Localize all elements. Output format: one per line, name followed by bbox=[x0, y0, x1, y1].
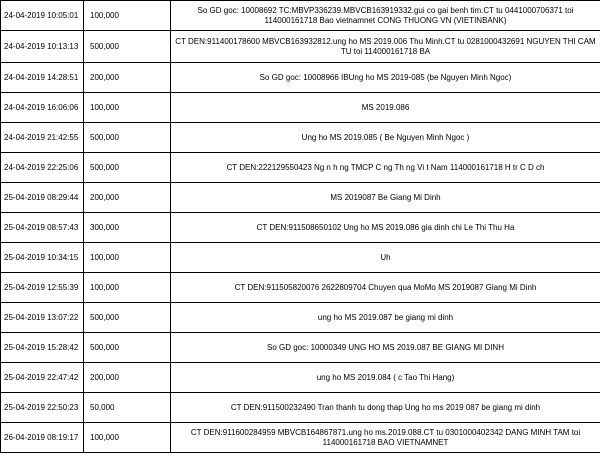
amount-cell: 100,000 bbox=[84, 93, 171, 123]
date-cell: 24-04-2019 21:42:55 bbox=[1, 123, 84, 153]
description-cell: MS 2019087 Be Giang Mi Dinh bbox=[171, 183, 600, 213]
table-row bbox=[1, 303, 600, 333]
amount-cell: 500,000 bbox=[84, 123, 171, 153]
description-cell: Ung ho MS 2019.085 ( Be Nguyen Minh Ngoc ) bbox=[171, 123, 600, 153]
description-cell: ung ho MS 2019.087 be giang mi dinh bbox=[171, 303, 600, 333]
description-cell: Uh bbox=[171, 243, 600, 273]
date-cell: 25-04-2019 10:34:15 bbox=[1, 243, 84, 273]
description-cell: CT DEN:911505820076 2622809704 Chuyen qua MoMo MS 2019087 Giang Mi Dinh bbox=[171, 273, 600, 303]
date-cell: 25-04-2019 12:55:39 bbox=[1, 273, 84, 303]
table-row bbox=[1, 273, 600, 303]
amount-cell: 500,000 bbox=[84, 153, 171, 183]
amount-cell: 200,000 bbox=[84, 183, 171, 213]
amount-cell: 200,000 bbox=[84, 63, 171, 93]
date-cell: 25-04-2019 22:47:42 bbox=[1, 363, 84, 393]
table-row bbox=[1, 243, 600, 273]
table-row bbox=[1, 1, 600, 31]
table-row bbox=[1, 213, 600, 243]
date-cell: 24-04-2019 10:05:01 bbox=[1, 1, 84, 31]
description-cell: So GD goc: 10008966 IBUng ho MS 2019-085 (be Nguyen Minh Ngoc) bbox=[171, 63, 600, 93]
amount-cell: 500,000 bbox=[84, 303, 171, 333]
table-row bbox=[1, 63, 600, 93]
amount-cell: 100,000 bbox=[84, 273, 171, 303]
description-cell: CT DEN:911400178600 MBVCB163932812.ung ho MS 2019.006 Thu Minh.CT tu 0281000432691 NGUYEN THI CAM TU toi 114000161718 BA bbox=[171, 31, 600, 63]
table-row bbox=[1, 93, 600, 123]
date-cell: 24-04-2019 16:06:06 bbox=[1, 93, 84, 123]
amount-cell: 500,000 bbox=[84, 31, 171, 63]
date-cell: 25-04-2019 13:07:22 bbox=[1, 303, 84, 333]
table-row bbox=[1, 123, 600, 153]
description-cell: CT DEN:222129550423 Ng n h ng TMCP C ng Th ng Vi t Nam 114000161718 H tr C D ch bbox=[171, 153, 600, 183]
date-cell: 24-04-2019 10:13:13 bbox=[1, 31, 84, 63]
date-cell: 25-04-2019 08:57:43 bbox=[1, 213, 84, 243]
amount-cell: 50,000 bbox=[84, 393, 171, 423]
amount-cell: 100,000 bbox=[84, 1, 171, 31]
amount-cell: 300,000 bbox=[84, 213, 171, 243]
table-row bbox=[1, 363, 600, 393]
date-cell: 25-04-2019 08:29:44 bbox=[1, 183, 84, 213]
table-row bbox=[1, 333, 600, 363]
table-row bbox=[1, 423, 600, 453]
description-cell: CT DEN:911508650102 Ung ho MS 2019.086 gia dinh chi Le Thi Thu Ha bbox=[171, 213, 600, 243]
table-row bbox=[1, 183, 600, 213]
date-cell: 26-04-2019 08:19:17 bbox=[1, 423, 84, 453]
description-cell: CT DEN:911500232490 Tran thanh tu dong thap Ung ho ms 2019 087 be giang mi dinh bbox=[171, 393, 600, 423]
description-cell: MS 2019.086 bbox=[171, 93, 600, 123]
amount-cell: 200,000 bbox=[84, 363, 171, 393]
date-cell: 25-04-2019 15:28:42 bbox=[1, 333, 84, 363]
table-row bbox=[1, 153, 600, 183]
transaction-table-body bbox=[1, 1, 600, 453]
date-cell: 24-04-2019 14:28:51 bbox=[1, 63, 84, 93]
table-row bbox=[1, 31, 600, 63]
amount-cell: 100,000 bbox=[84, 243, 171, 273]
date-cell: 25-04-2019 22:50:23 bbox=[1, 393, 84, 423]
amount-cell: 100,000 bbox=[84, 423, 171, 453]
description-cell: ung ho MS 2019.084 ( c Tao Thi Hang) bbox=[171, 363, 600, 393]
amount-cell: 500,000 bbox=[84, 333, 171, 363]
table-row bbox=[1, 393, 600, 423]
description-cell: So GD goc: 10008692 TC:MBVP336239.MBVCB163919332.gui co gai benh tim.CT tu 0441000706371 toi 114000161718 Bao vietnamnet CONG THUONG VN (VIETINBANK) bbox=[171, 1, 600, 31]
description-cell: So GD goc: 10000349 UNG HO MS 2019.087 BE GIANG MI DINH bbox=[171, 333, 600, 363]
description-cell: CT DEN:911600284959 MBVCB164867871.ung ho ms.2019.088.CT tu 0301000402342 DANG MINH TAM toi 114000161718 BAO VIETNAMNET bbox=[171, 423, 600, 453]
date-cell: 24-04-2019 22:25:06 bbox=[1, 153, 84, 183]
